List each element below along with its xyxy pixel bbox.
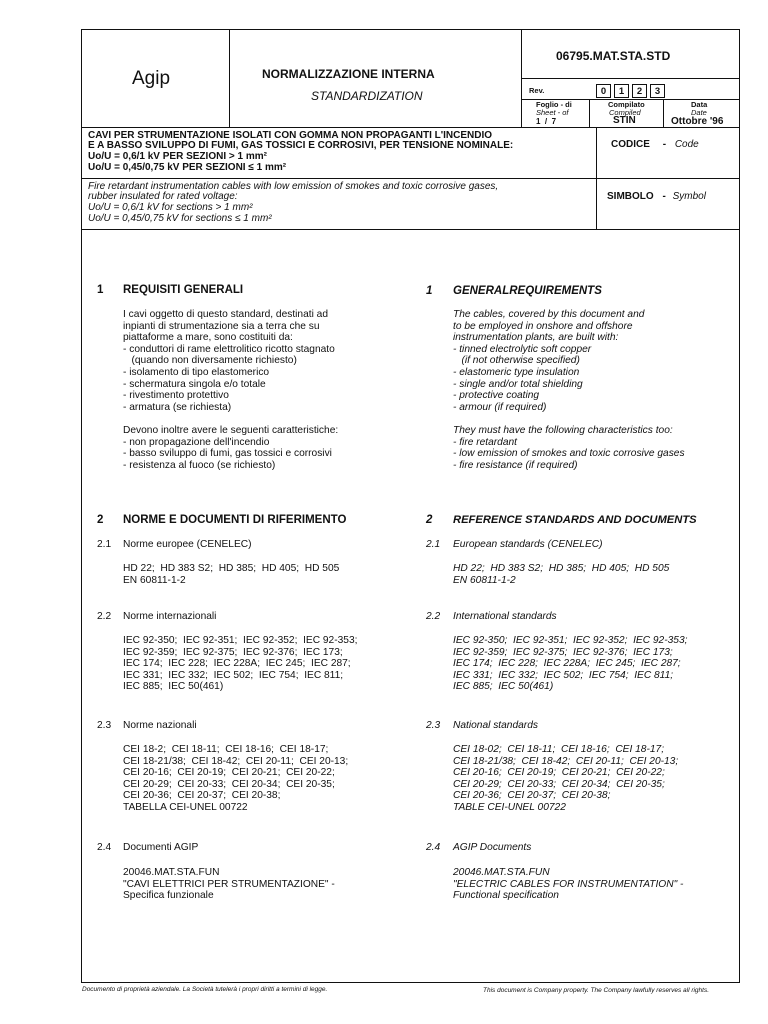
document-number: 06795.MAT.STA.STD xyxy=(556,49,671,63)
section-2-1-body-it: HD 22; HD 383 S2; HD 385; HD 405; HD 505 EN 60811-1-2 xyxy=(123,563,340,586)
section-2-4-body-it: 20046.MAT.STA.FUN "CAVI ELETTRICI PER STRUMENTAZIONE" - Specifica funzionale xyxy=(123,867,335,902)
company-logo: Agip xyxy=(132,68,171,89)
simbolo-label: SIMBOLO xyxy=(607,191,654,202)
rev-box-3: 3 xyxy=(650,84,665,98)
section-2-2-title-en: International standards xyxy=(453,611,557,622)
section-1-body-it: I cavi oggetto di questo standard, destinati ad inpianti di strumentazione sia a terra che su piattaforme a mare, sono costituiti da: - conduttori di rame elettrolitico ricotto stagnato (quando non diversamente richiesto) - isolamento di tipo elastomerico - schermatura singola e/o totale - rivestimento protettivo - armatura (se richiesta) Devono inoltre avere le seguenti caratteristiche: - non propagazione dell'incendio - basso sviluppo di fumi, gas tossici e corrosivi - resistenza al fuoco (se richiesto) xyxy=(123,309,339,471)
section-2-2-body-en: IEC 92-350; IEC 92-351; IEC 92-352; IEC 92-353; IEC 92-359; IEC 92-375; IEC 92-376; IEC 173; IEC 174; IEC 228; IEC 228A; IEC 245; IEC 287; IEC 331; IEC 332; IEC 502; IEC 754; IEC 811; IEC 885; IEC 50(461) xyxy=(453,635,688,693)
title-it-line-4: Uo/U = 0,45/0,75 kV PER SEZIONI ≤ 1 mm² xyxy=(88,162,287,173)
section-2-number-it: 2 xyxy=(97,514,104,526)
section-2-3-number-it: 2.3 xyxy=(97,720,112,731)
footer-left: Documento di proprietà aziendale. La Società tutelerà i propri diritti a termini di legge. xyxy=(82,986,328,993)
section-2-1-number-it: 2.1 xyxy=(97,539,112,550)
compiled-divider xyxy=(663,99,664,127)
rev-top-line xyxy=(521,78,740,79)
rev-label: Rev. xyxy=(529,86,545,95)
header-subtitle: STANDARDIZATION xyxy=(311,89,423,103)
section-2-title-en: REFERENCE STANDARDS AND DOCUMENTS xyxy=(453,514,697,526)
rev-box-0: 0 xyxy=(596,84,611,98)
sheet-value: 1 / 7 xyxy=(536,117,557,126)
section-2-3-title-it: Norme nazionali xyxy=(123,720,197,731)
codice-separator: - xyxy=(662,139,667,150)
rev-box-1: 1 xyxy=(614,84,629,98)
section-2-1-body-en: HD 22; HD 383 S2; HD 385; HD 405; HD 505 EN 60811-1-2 xyxy=(453,563,670,586)
date-label: Data xyxy=(691,100,708,109)
section-2-2-body-it: IEC 92-350; IEC 92-351; IEC 92-352; IEC 92-353; IEC 92-359; IEC 92-375; IEC 92-376; IEC 173; IEC 174; IEC 228; IEC 228A; IEC 245; IEC 287; IEC 331; IEC 332; IEC 502; IEC 754; IEC 811; IEC 885; IEC 50(461) xyxy=(123,635,358,693)
header-bottom-line xyxy=(81,127,740,128)
section-2-number-en: 2 xyxy=(426,514,433,526)
section-2-2-title-it: Norme internazionali xyxy=(123,611,217,622)
title-it-line-1: CAVI PER STRUMENTAZIONE ISOLATI CON GOMMA NON PROPAGANTI L'INCENDIO xyxy=(88,130,493,141)
section-2-title-it: NORME E DOCUMENTI DI RIFERIMENTO xyxy=(123,514,347,526)
sheet-divider xyxy=(589,99,590,127)
section-2-4-body-en: 20046.MAT.STA.FUN "ELECTRIC CABLES FOR INSTRUMENTATION" - Functional specification xyxy=(453,867,684,902)
codice-label-en: Code xyxy=(674,139,699,150)
header-divider-1 xyxy=(229,29,230,127)
compiled-label-en: Compiled xyxy=(609,108,641,117)
footer-right: This document is Company property. The Company lawfully reserves all rights. xyxy=(483,987,710,994)
title-mid-line xyxy=(81,178,740,179)
section-2-4-number-en: 2.4 xyxy=(426,842,441,853)
section-2-4-title-en: AGIP Documents xyxy=(453,842,532,853)
compiled-label: Compilato xyxy=(608,100,645,109)
section-2-4-number-it: 2.4 xyxy=(97,842,112,853)
rev-box-2: 2 xyxy=(632,84,647,98)
title-en-line-3: Uo/U = 0,6/1 kV for sections > 1 mm² xyxy=(88,202,253,213)
date-label-en: Date xyxy=(691,108,707,117)
title-it-line-2: E A BASSO SVILUPPO DI FUMI, GAS TOSSICI E CORROSIVI, PER TENSIONE NOMINALE: xyxy=(88,140,514,151)
section-2-3-body-en: CEI 18-02; CEI 18-11; CEI 18-16; CEI 18-17; CEI 18-21/38; CEI 18-42; CEI 20-11; CEI 20-13; CEI 20-16; CEI 20-19; CEI 20-21; CEI 20-22; CEI 20-29; CEI 20-33; CEI 20-34; CEI 20-35; CEI 20-36; CEI 20-37; CEI 20-38; TABLE CEI-UNEL 00722 xyxy=(453,744,679,813)
section-2-2-number-it: 2.2 xyxy=(97,611,112,622)
simbolo-separator: - xyxy=(662,191,666,202)
section-2-4-title-it: Documenti AGIP xyxy=(123,842,199,853)
section-1-number-it: 1 xyxy=(97,284,104,296)
section-2-2-number-en: 2.2 xyxy=(426,611,441,622)
sheet-label-en: Sheet - of xyxy=(536,108,569,117)
title-en-line-2: rubber insulated for rated voltage: xyxy=(88,191,238,202)
title-it-line-3: Uo/U = 0,6/1 kV PER SEZIONI > 1 mm² xyxy=(88,151,267,162)
compiled-value: STIN xyxy=(613,115,636,126)
title-bottom-line xyxy=(81,229,740,230)
section-2-1-title-en: European standards (CENELEC) xyxy=(453,539,603,550)
title-en-line-1: Fire retardant instrumentation cables with low emission of smokes and toxic corrosive gases, xyxy=(88,181,499,192)
codice-label: CODICE xyxy=(611,139,650,150)
simbolo-label-en: Symbol xyxy=(672,191,706,202)
codice-field xyxy=(611,139,699,150)
section-2-1-number-en: 2.1 xyxy=(426,539,441,550)
section-2-1-title-it: Norme europee (CENELEC) xyxy=(123,539,252,550)
sheet-label: Foglio - di xyxy=(536,100,572,109)
section-1-number-en: 1 xyxy=(426,285,433,297)
section-1-body-en: The cables, covered by this document and to be employed in onshore and offshore instrumentation plants, are built with: - tinned electrolytic soft copper (if not otherwise specified) - elastomeric type insulation - single and/or total shielding - protective coating - armour (if required) They must have the following characteristics too: - fire retardant - low emission of smokes and toxic corrosive gases - fire resistance (if required) xyxy=(453,309,685,471)
date-value: Ottobre '96 xyxy=(671,116,724,127)
section-2-3-title-en: National standards xyxy=(453,720,538,731)
section-2-3-number-en: 2.3 xyxy=(426,720,441,731)
section-1-title-it: REQUISITI GENERALI xyxy=(123,284,244,296)
header-title: NORMALIZZAZIONE INTERNA xyxy=(262,67,435,81)
simbolo-field xyxy=(607,191,706,202)
section-2-3-body-it: CEI 18-2; CEI 18-11; CEI 18-16; CEI 18-17; CEI 18-21/38; CEI 18-42; CEI 20-11; CEI 20-13; CEI 20-16; CEI 20-19; CEI 20-21; CEI 20-22; CEI 20-29; CEI 20-33; CEI 20-34; CEI 20-35; CEI 20-36; CEI 20-37; CEI 20-38; TABELLA CEI-UNEL 00722 xyxy=(123,744,349,813)
title-en-line-4: Uo/U = 0,45/0,75 kV for sections ≤ 1 mm² xyxy=(88,213,272,224)
section-1-title-en: GENERALREQUIREMENTS xyxy=(453,285,602,297)
